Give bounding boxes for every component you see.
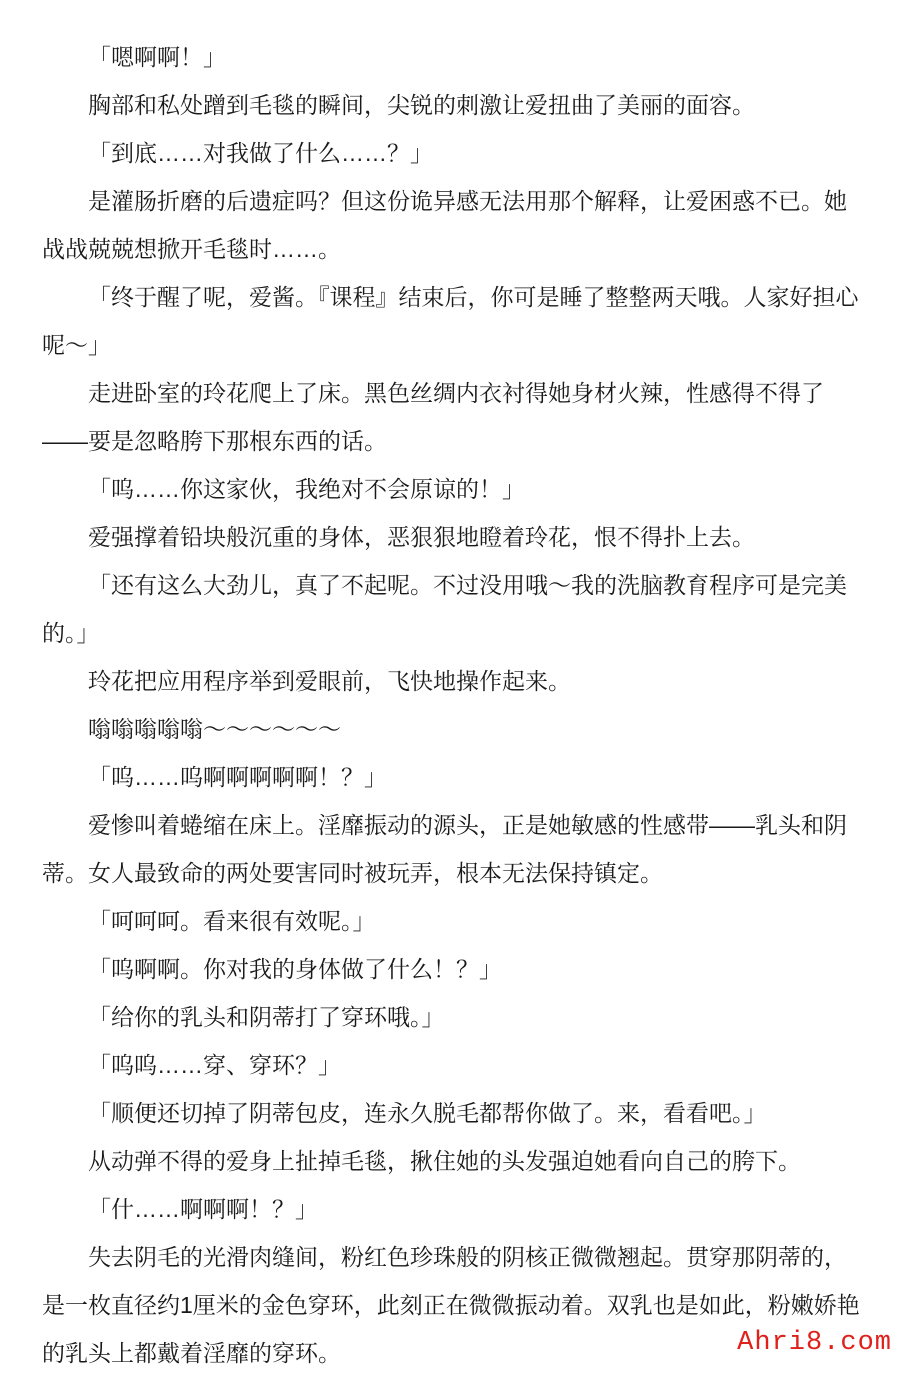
- paragraph: 「呜呜……穿、穿环？」: [88, 1052, 341, 1078]
- paragraph: 「呜……呜啊啊啊啊啊！？」: [88, 764, 387, 790]
- paragraph: 「呜……你这家伙，我绝对不会原谅的！」: [88, 476, 525, 502]
- paragraph: 「给你的乳头和阴蒂打了穿环哦。」: [88, 1004, 445, 1030]
- paragraph: 「到底……对我做了什么……？」: [88, 140, 433, 166]
- paragraph: 胸部和私处蹭到毛毯的瞬间，尖锐的刺激让爱扭曲了美丽的面容。: [88, 92, 755, 118]
- paragraph: 走进卧室的玲花爬上了床。黑色丝绸内衣衬得她身材火辣，性感得不得了——要是忽略胯下那根东西的话。: [42, 380, 824, 454]
- paragraph: 「呵呵呵。看来很有效呢。」: [88, 908, 376, 934]
- paragraph: 从动弹不得的爱身上扯掉毛毯，揪住她的头发强迫她看向自己的胯下。: [88, 1148, 801, 1174]
- paragraph: 「终于醒了呢，爱酱。『课程』结束后，你可是睡了整整两天哦。人家好担心呢～」: [42, 284, 859, 358]
- paragraph: 嗡嗡嗡嗡嗡～～～～～～: [88, 716, 341, 742]
- paragraph: 爱惨叫着蜷缩在床上。淫靡振动的源头，正是她敏感的性感带——乳头和阴蒂。女人最致命的两处要害同时被玩弄，根本无法保持镇定。: [42, 812, 847, 886]
- paragraph: 「呜啊啊。你对我的身体做了什么！？」: [88, 956, 502, 982]
- paragraph: 「什……啊啊啊！？」: [88, 1196, 318, 1222]
- paragraph: 玲花把应用程序举到爱眼前，飞快地操作起来。: [88, 668, 571, 694]
- site-watermark: Ahri8.com: [737, 1328, 892, 1358]
- paragraph: 爱强撑着铅块般沉重的身体，恶狠狠地瞪着玲花，恨不得扑上去。: [88, 524, 755, 550]
- paragraph: 失去阴毛的光滑肉缝间，粉红色珍珠般的阴核正微微翘起。贯穿那阴蒂的，是一枚直径约1厘米的金色穿环，此刻正在微微振动着。双乳也是如此，粉嫩娇艳的乳头上都戴着淫靡的穿环。: [42, 1244, 860, 1366]
- paragraph: 是灌肠折磨的后遗症吗？但这份诡异感无法用那个解释，让爱困惑不已。她战战兢兢想掀开毛毯时……。: [42, 188, 847, 262]
- paragraph: 「嗯啊啊！」: [88, 44, 226, 70]
- paragraph: 「顺便还切掉了阴蒂包皮，连永久脱毛都帮你做了。来，看看吧。」: [88, 1100, 767, 1126]
- paragraph: 「还有这么大劲儿，真了不起呢。不过没用哦～我的洗脑教育程序可是完美的。」: [42, 572, 847, 646]
